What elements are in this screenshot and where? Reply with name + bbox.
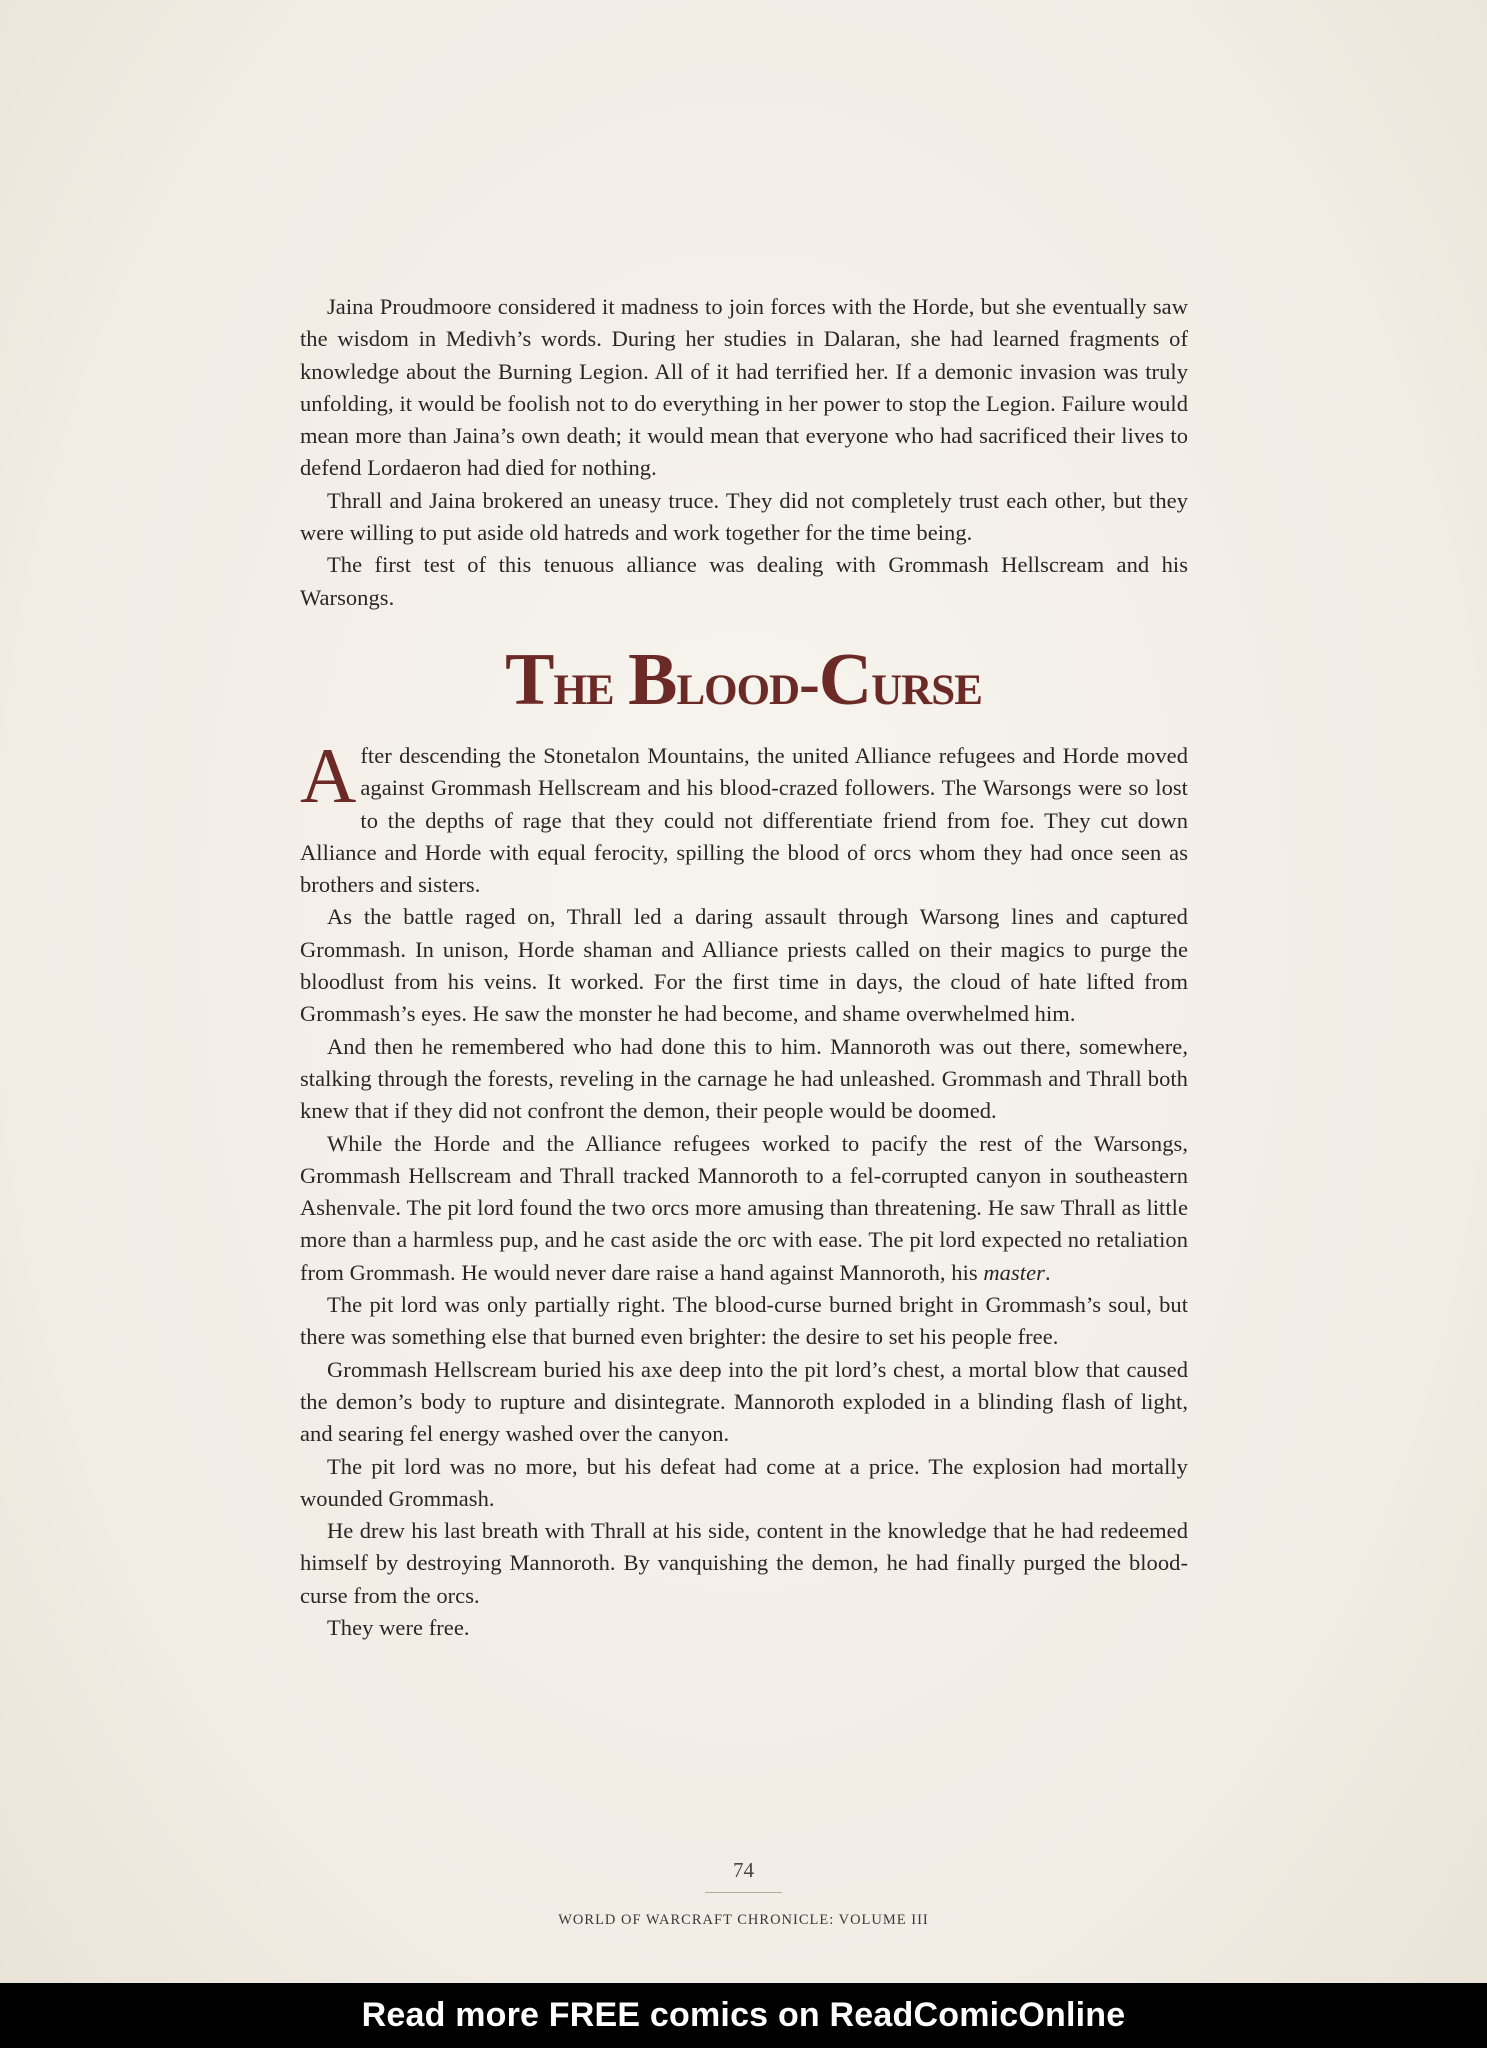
title-initial: C bbox=[818, 639, 872, 721]
chapter-paragraph: As the battle raged on, Thrall led a daring assault through Warsong lines and captured Grommash. In unison, Horde shaman and Alliance priests called on their magics to purge the bloodlust from his veins. It worked. For the first time in days, the cloud of hate lifted from Grommash’s eyes. He saw the monster he had become, and shame overwhelmed him. bbox=[300, 904, 1188, 1027]
section-title bbox=[0, 639, 1487, 721]
chapter-text bbox=[300, 732, 1188, 1644]
title-initial: T bbox=[505, 639, 554, 721]
chapter-paragraph: The pit lord was no more, but his defeat had come at a price. The explosion had mortally wounded Grommash. bbox=[300, 1453, 1188, 1511]
emphasis-text: master bbox=[983, 1259, 1045, 1285]
paragraph-text: While the Horde and the Alliance refugees worked to pacify the rest of the Warsongs, Grommash Hellscream and Thrall tracked Mannoroth to a fel-corrupted canyon in southeastern Ashenvale. The pit lord found the two orcs more amusing than threatening. He saw Thrall as little more than a harmless pup, and he cast aside the orc with ease. The pit lord expected no retaliation from Grommash. He would never dare raise a hand against Mannoroth, his bbox=[300, 1130, 1188, 1285]
intro-paragraph: Jaina Proudmoore considered it madness to join forces with the Horde, but she eventually saw the wisdom in Medivh’s words. During her studies in Dalaran, she had learned fragments of knowledge about the Burning Legion. All of it had terrified her. If a demonic invasion was truly unfolding, it would be foolish not to do everything in her power to stop the Legion. Failure would mean more than Jaina’s own death; it would mean that everyone who had sacrificed their lives to defend Lordaeron had died for nothing. bbox=[300, 294, 1188, 481]
intro-paragraph: The first test of this tenuous alliance was dealing with Grommash Hellscream and his Warsongs. bbox=[300, 552, 1188, 610]
title-initial: B bbox=[628, 639, 677, 721]
promo-banner-text[interactable]: Read more FREE comics on ReadComicOnline bbox=[361, 1996, 1126, 2034]
chapter-paragraph: The pit lord was only partially right. The blood-curse burned bright in Grommash’s soul, but there was something else that burned even brighter: the desire to set his people free. bbox=[300, 1292, 1188, 1350]
title-word: he bbox=[553, 650, 629, 718]
footer-divider bbox=[705, 1892, 782, 1893]
chapter-paragraph: And then he remembered who had done this to him. Mannoroth was out there, somewhere, stalking through the forests, reveling in the carnage he had unleashed. Grommash and Thrall both knew that if they did not confront the demon, their people would be doomed. bbox=[300, 1033, 1188, 1124]
page-number: 74 bbox=[733, 1858, 754, 1882]
chapter-paragraph-first bbox=[300, 732, 1188, 901]
intro-text bbox=[300, 291, 1188, 614]
running-footer-title: WORLD OF WARCRAFT CHRONICLE: VOLUME III bbox=[558, 1912, 929, 1928]
title-word: lood- bbox=[676, 650, 819, 718]
chapter-paragraph bbox=[300, 1128, 1188, 1289]
first-paragraph-text: fter descending the Stonetalon Mountains, the united Alliance refugees and Horde moved against Grommash Hellscream and his blood-crazed followers. The Warsongs were so lost to the depths of rage that they could not differentiate friend from foe. They cut down Alliance and Horde with equal ferocity, spilling the blood of orcs whom they had once seen as brothers and sisters. bbox=[300, 743, 1188, 898]
drop-cap: A bbox=[300, 732, 357, 819]
promo-banner[interactable] bbox=[0, 1983, 1487, 2048]
chapter-paragraph: Grommash Hellscream buried his axe deep into the pit lord’s chest, a mortal blow that caused the demon’s body to rupture and disintegrate. Mannoroth exploded in a blinding flash of light, and searing fel energy washed over the canyon. bbox=[300, 1356, 1188, 1447]
intro-paragraph: Thrall and Jaina brokered an uneasy truce. They did not completely trust each other, but they were willing to put aside old hatreds and work together for the time being. bbox=[300, 487, 1188, 546]
chapter-paragraph: He drew his last breath with Thrall at his side, content in the knowledge that he had redeemed himself by destroying Mannoroth. By vanquishing the demon, he had finally purged the blood-curse from the orcs. bbox=[300, 1518, 1188, 1608]
paragraph-text: . bbox=[1044, 1259, 1051, 1285]
title-word: urse bbox=[871, 650, 982, 718]
chapter-paragraph: They were free. bbox=[327, 1615, 470, 1641]
